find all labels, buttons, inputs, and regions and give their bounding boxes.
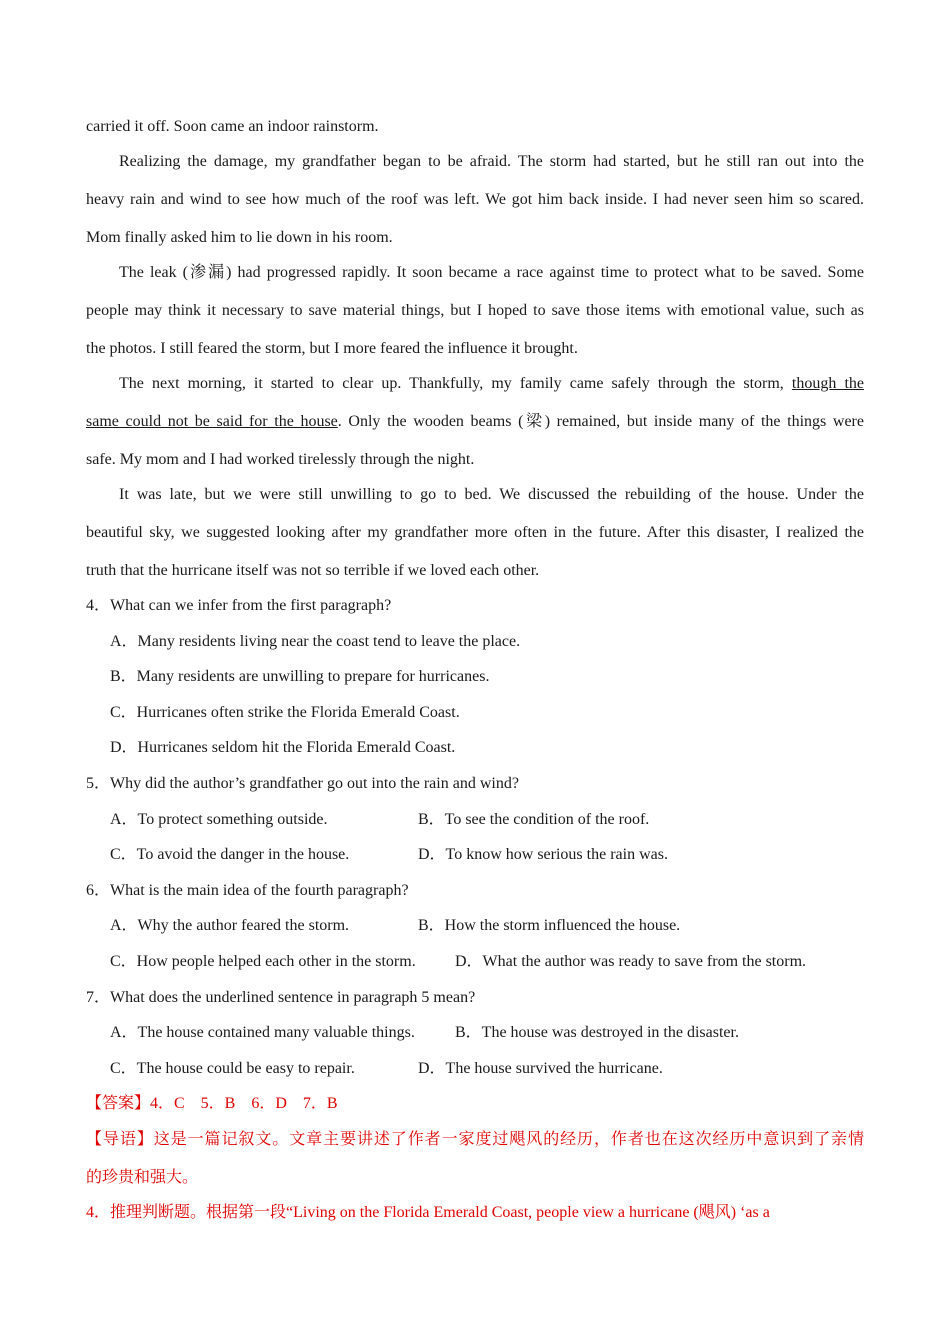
passage-line: truth that the hurricane itself was not so terrible if we loved each other. <box>86 562 540 579</box>
answer-key: 【答案】4．C 5．B 6．D 7．B <box>86 1095 338 1112</box>
guide-line: 【导语】这是一篇记叙文。文章主要讲述了作者一家度过飓风的经历，作者也在这次经历中意识到了亲情 <box>86 1131 864 1148</box>
question-option: A．The house contained many valuable things. <box>110 1024 415 1041</box>
question-option: B．Many residents are unwilling to prepare for hurricanes. <box>110 668 490 685</box>
underlined-sentence: though the <box>791 375 864 392</box>
question-option: B．The house was destroyed in the disaster. <box>455 1024 739 1041</box>
question-option: B．To see the condition of the roof. <box>418 811 650 828</box>
question-option: B．How the storm influenced the house. <box>418 917 681 934</box>
question-stem: 7．What does the underlined sentence in paragraph 5 mean? <box>86 989 476 1006</box>
question-stem: 6．What is the main idea of the fourth paragraph? <box>86 882 409 899</box>
question-option: D．The house survived the hurricane. <box>418 1060 663 1077</box>
passage-line: the photos. I still feared the storm, but I more feared the influence it brought. <box>86 340 578 357</box>
passage-line: beautiful sky, we suggested looking after my grandfather more often in the future. After this disaster, I realized the <box>86 524 864 541</box>
question-option: A．Many residents living near the coast tend to leave the place. <box>110 633 521 650</box>
passage-line: Realizing the damage, my grandfather began to be afraid. The storm had started, but he still ran out into the <box>119 153 864 170</box>
passage-line: safe. My mom and I had worked tirelessly through the night. <box>86 451 475 468</box>
question-option: A．Why the author feared the storm. <box>110 917 350 934</box>
passage-line: heavy rain and wind to see how much of the roof was left. We got him back inside. I had never seen him so scared. <box>86 191 864 208</box>
question-option: D．Hurricanes seldom hit the Florida Emerald Coast. <box>110 739 456 756</box>
passage-line: carried it off. Soon came an indoor rainstorm. <box>86 118 379 135</box>
question-option: C．To avoid the danger in the house. <box>110 846 350 863</box>
question-option: C．The house could be easy to repair. <box>110 1060 355 1077</box>
question-stem: 5．Why did the author’s grandfather go out into the rain and wind? <box>86 775 519 792</box>
passage-text: . Only the wooden beams (梁) remained, but inside many of the things were <box>337 413 864 430</box>
passage-line: people may think it necessary to save material things, but I hoped to save those items with emotional value, such as <box>86 302 864 319</box>
passage-line: Mom finally asked him to lie down in his room. <box>86 229 393 246</box>
question-option: C．Hurricanes often strike the Florida Emerald Coast. <box>110 704 460 721</box>
question-option: D．To know how serious the rain was. <box>418 846 668 863</box>
passage-line: The leak (渗漏) had progressed rapidly. It soon became a race against time to protect what to be saved. Some <box>119 264 864 281</box>
passage-text: The next morning, it started to clear up. Thankfully, my family came safely through the storm, <box>119 375 784 392</box>
guide-line: 的珍贵和强大。 <box>86 1169 199 1186</box>
explanation-line: 4．推理判断题。根据第一段“Living on the Florida Emerald Coast, people view a hurricane (飓风) ‘as a <box>86 1204 770 1221</box>
underlined-sentence: same could not be said for the house <box>86 413 338 430</box>
question-option: A．To protect something outside. <box>110 811 328 828</box>
question-option: C．How people helped each other in the storm. <box>110 953 416 970</box>
question-option: D．What the author was ready to save from the storm. <box>455 953 807 970</box>
passage-line <box>86 412 864 432</box>
passage-line <box>119 374 864 394</box>
passage-line: It was late, but we were still unwilling to go to bed. We discussed the rebuilding of the house. Under the <box>119 486 864 503</box>
question-stem: 4．What can we infer from the first paragraph? <box>86 597 392 614</box>
